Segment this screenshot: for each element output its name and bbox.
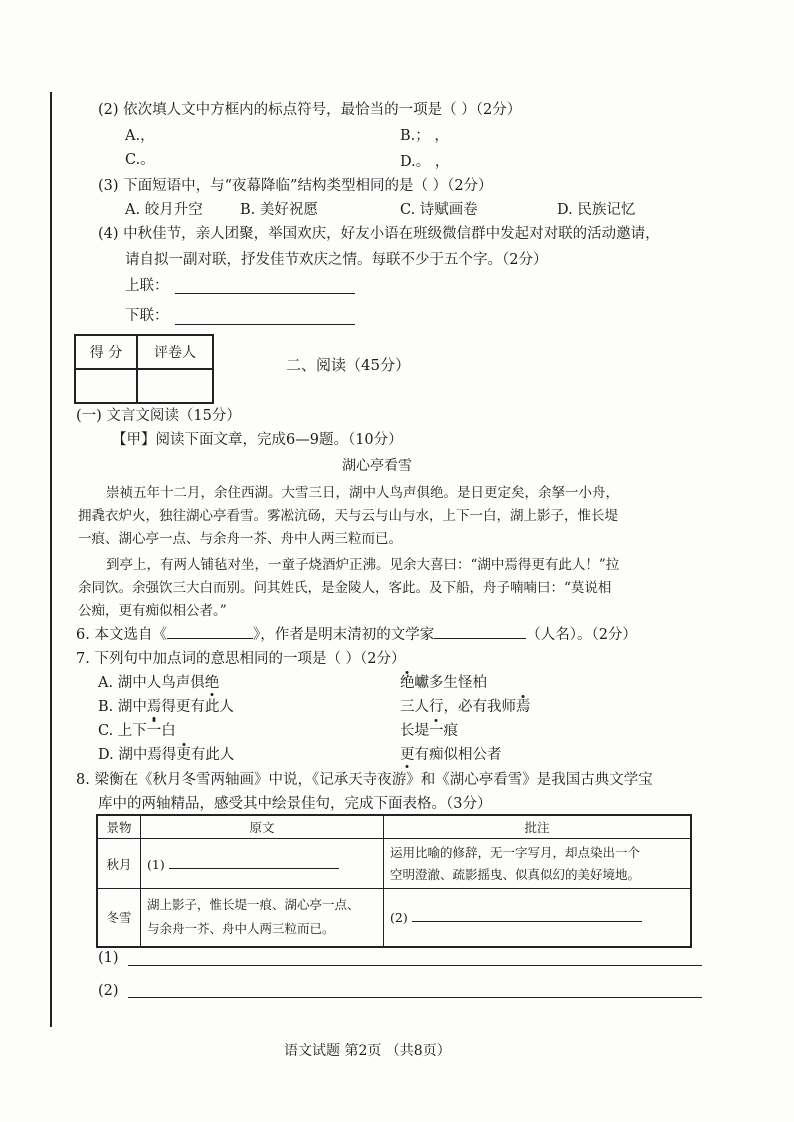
essay-p1-line-1: 崇祯五年十二月，余住西湖。大雪三日，湖中人鸟声俱绝。是日更定矣，余拏一小舟，: [106, 485, 619, 501]
q3-option-c: C. 诗赋画卷: [400, 202, 478, 218]
q7-c-right-text-1: 长堤: [400, 723, 429, 739]
classical-reading-heading: (一) 文言文阅读（15分）: [76, 408, 241, 424]
q7-option-b-right: [400, 695, 531, 716]
upper-couplet-answer-line[interactable]: [175, 278, 355, 294]
q3-option-d: D. 民族记忆: [557, 202, 636, 218]
blank-1-line[interactable]: [169, 856, 339, 869]
row-winter-snow-scene: 冬雪: [97, 889, 141, 947]
q7-option-a-left: [98, 671, 219, 692]
q8-line-1: 8. 梁衡在《秋月冬雪两轴画》中说，《记承天寺夜游》和《湖心亭看雪》是我国古典文学宝: [76, 772, 653, 788]
q7-b-right-dotted-word: 焉: [516, 699, 531, 715]
annotation-line-2: 空明澄澈、疏影摇曳、似真似幻的美好境地。: [390, 866, 641, 882]
q3-stem: (3) 下面短语中，与“夜幕降临”结构类型相同的是（ ）（2分）: [98, 178, 493, 194]
q3-option-a: A. 皎月升空: [125, 202, 203, 218]
q7-d-text-2: 有此人: [190, 747, 235, 763]
page-footer: 语文试题 第2页 （共8页）: [284, 1043, 451, 1059]
winter-original-line-2: 与余舟一芥、舟中人两三粒而已。: [147, 921, 335, 937]
q7-c-text-1: C. 上下: [98, 723, 147, 739]
q7-d-text-1: D. 湖中焉得: [98, 747, 177, 763]
q2-option-c: C.。: [125, 152, 155, 168]
row-autumn-moon-original[interactable]: [141, 839, 384, 889]
q2-stem: (2) 依次填人文中方框内的标点符号，最恰当的一项是（ ）（2分）: [98, 102, 522, 118]
essay-p1-line-3: 一痕、湖心亭一点、与余舟一芥、舟中人两三粒而已。: [78, 531, 402, 547]
q2-option-b: B.； ，: [400, 128, 449, 144]
q7-a-right-dotted-word: 绝: [400, 675, 415, 691]
row-autumn-moon-scene: 秋月: [97, 839, 141, 889]
q6-text-b: 》，作者是明末清初的文学家: [252, 627, 435, 643]
q6-line: [76, 623, 637, 644]
winter-original-line-1: 湖上影子，惟长堤一痕、湖心亭一点、: [147, 897, 360, 913]
answer-2-line[interactable]: [128, 982, 702, 998]
annotation-line-1: 运用比喻的修辞，无一字写月，却点染出一个: [390, 844, 641, 860]
q4-line-2: 请自拟一副对联，抒发佳节欢庆之情。每联不少于五个字。（2分）: [125, 252, 548, 268]
q7-b-dotted-word: 焉: [146, 699, 162, 715]
q2-option-d: D.。 ，: [400, 154, 450, 170]
score-label: 得 分: [75, 335, 137, 369]
q6-author-blank[interactable]: [434, 624, 526, 639]
q3-option-b: B. 美好祝愿: [240, 202, 318, 218]
q7-stem: 7. 下列句中加点词的意思相同的一项是（ ）（2分）: [76, 651, 406, 667]
q7-c-text-2: 白: [161, 723, 176, 739]
q7-b-right-text: 三人行，必有我师: [400, 699, 516, 715]
q7-b-text-1: B. 湖中: [98, 699, 147, 715]
q7-d-right-dotted-word: 更: [400, 747, 415, 763]
q6-text-a: 6. 本文选自《: [76, 627, 167, 643]
essay-p2-line-2: 余同饮。余强饮三大白而别。问其姓氏，是金陵人，客此。及下船，舟子喃喃曰：“莫说相: [78, 580, 612, 596]
essay-p2-line-1: 到亭上，有两人铺毡对坐，一童子烧酒炉正沸。见余大喜曰：“湖中焉得更有此人！”拉: [106, 557, 620, 573]
blank-1-label: (1): [147, 856, 165, 872]
q7-option-c-left: [98, 719, 176, 740]
score-cell[interactable]: [75, 369, 137, 403]
essay-title: 湖心亭看雪: [342, 458, 412, 474]
passage-jia-instruction: 【甲】阅读下面文章，完成6—9题。（10分）: [112, 432, 403, 448]
table-header-annotation: 批注: [384, 815, 692, 839]
answer-1-line[interactable]: [128, 950, 702, 966]
annotation-table: [96, 814, 692, 948]
q8-line-2: 库中的两轴精品，感受其中绘景佳句，完成下面表格。（3分）: [98, 796, 492, 812]
blank-2-line[interactable]: [412, 909, 642, 922]
q7-c-right-dotted-word: 一: [429, 723, 444, 739]
upper-couplet-label: 上联：: [125, 278, 169, 294]
q7-a-text: A. 湖中人鸟声俱: [98, 675, 205, 691]
q7-option-c-right: [400, 719, 458, 740]
q2-option-a: A.，: [125, 128, 155, 144]
row-winter-snow-original: [141, 889, 384, 947]
table-header-scene: 景物: [97, 815, 141, 839]
q7-d-dotted-word: 更: [176, 747, 191, 763]
q7-a-dotted-word: 绝: [204, 675, 220, 691]
binding-margin-line: [50, 92, 52, 1027]
q7-option-b-left: [98, 695, 234, 716]
q6-text-c: （人名）。（2分）: [526, 627, 637, 643]
q7-c-dotted-word: 一: [146, 723, 162, 739]
grader-label: 评卷人: [137, 335, 213, 369]
q7-b-text-2: 得更有此人: [161, 699, 234, 715]
lower-couplet-answer-line[interactable]: [175, 309, 355, 325]
q7-option-d-left: [98, 743, 234, 764]
blank-2-label: (2): [390, 910, 408, 926]
lower-couplet-label: 下联：: [125, 308, 169, 324]
table-header-original: 原文: [141, 815, 384, 839]
score-box: [74, 334, 214, 404]
q4-line-1: (4) 中秋佳节，亲人团聚，举国欢庆，好友小语在班级微信群中发起对对联的活动邀请，: [98, 226, 660, 242]
row-winter-snow-annotation[interactable]: [384, 889, 692, 947]
essay-p1-line-2: 拥毳衣炉火，独往湖心亭看雪。雾凇沆砀，天与云与山与水，上下一白，湖上影子，惟长堤: [78, 508, 618, 524]
q7-c-right-text-2: 痕: [443, 723, 458, 739]
answer-2-label: (2): [98, 983, 119, 999]
q7-option-a-right: [400, 671, 487, 692]
answer-1-label: (1): [98, 950, 119, 966]
grader-cell[interactable]: [137, 369, 213, 403]
q7-d-right-text: 有痴似相公者: [414, 747, 502, 763]
row-autumn-moon-annotation: [384, 839, 692, 889]
q7-a-right-text: 巘多生怪柏: [414, 675, 487, 691]
essay-p2-line-3: 公痴，更有痴似相公者。”: [78, 603, 227, 619]
section-2-heading: 二、阅读（45分）: [286, 356, 411, 374]
q7-option-d-right: [400, 743, 502, 764]
q6-book-blank[interactable]: [167, 624, 253, 639]
